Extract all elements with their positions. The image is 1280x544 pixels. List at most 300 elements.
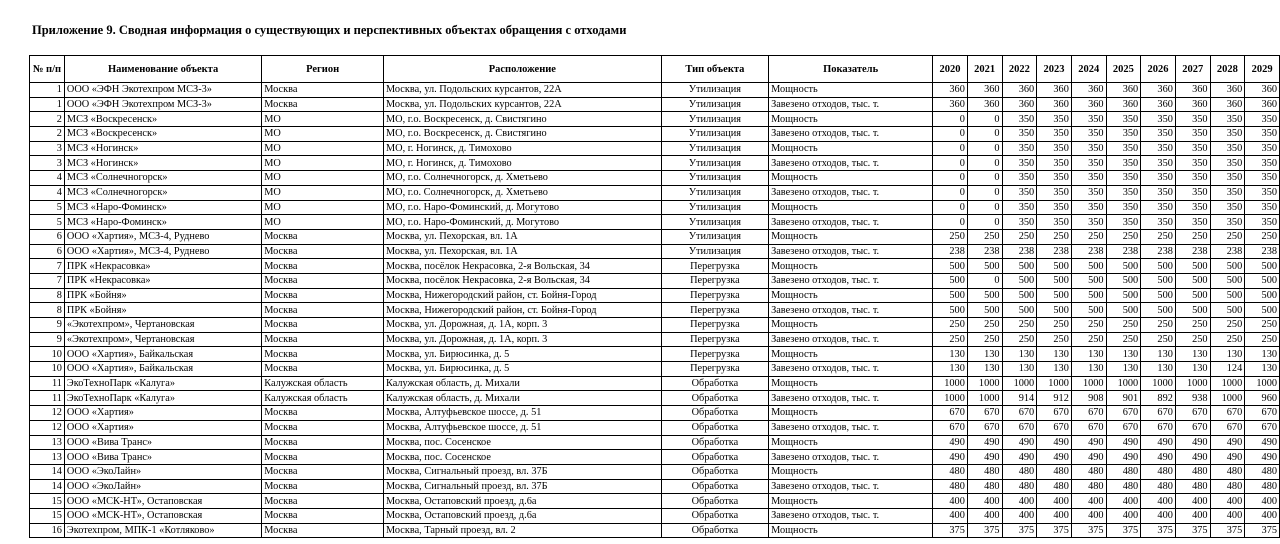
region-cell: Москва xyxy=(262,97,384,112)
table-row xyxy=(30,127,1280,142)
location-cell: Москва, ул. Бирюсинка, д. 5 xyxy=(384,347,662,362)
year-value-cell: 912 xyxy=(1037,391,1072,406)
year-value-cell: 360 xyxy=(1245,97,1280,112)
year-value-cell: 670 xyxy=(1106,406,1141,421)
region-cell: МО xyxy=(262,185,384,200)
year-value-cell: 670 xyxy=(1245,420,1280,435)
region-cell: Калужская область xyxy=(262,391,384,406)
year-value-cell: 375 xyxy=(1141,523,1176,538)
year-value-cell: 130 xyxy=(967,347,1002,362)
year-value-cell: 0 xyxy=(933,171,968,186)
year-value-cell: 360 xyxy=(1210,97,1245,112)
year-value-cell: 1000 xyxy=(1002,376,1037,391)
region-cell: Москва xyxy=(262,508,384,523)
year-value-cell: 350 xyxy=(1037,200,1072,215)
location-cell: Москва, Алтуфьевское шоссе, д. 51 xyxy=(384,406,662,421)
year-value-cell: 360 xyxy=(1141,97,1176,112)
year-value-cell: 0 xyxy=(967,112,1002,127)
row-number-cell: 3 xyxy=(30,141,65,156)
object-type-cell: Обработка xyxy=(661,376,768,391)
year-value-cell: 400 xyxy=(1002,508,1037,523)
region-cell: МО xyxy=(262,171,384,186)
row-number-cell: 6 xyxy=(30,229,65,244)
object-type-cell: Утилизация xyxy=(661,112,768,127)
year-value-cell: 0 xyxy=(967,273,1002,288)
year-value-cell: 350 xyxy=(1141,215,1176,230)
location-cell: МО, г. Ногинск, д. Тимохово xyxy=(384,156,662,171)
year-value-cell: 350 xyxy=(1141,200,1176,215)
region-cell: Москва xyxy=(262,273,384,288)
year-value-cell: 238 xyxy=(1037,244,1072,259)
indicator-cell: Мощность xyxy=(769,494,933,509)
year-value-cell: 360 xyxy=(1071,83,1106,98)
year-value-cell: 400 xyxy=(933,494,968,509)
year-value-cell: 480 xyxy=(1245,464,1280,479)
year-value-cell: 480 xyxy=(1210,479,1245,494)
object-type-cell: Утилизация xyxy=(661,229,768,244)
year-value-cell: 350 xyxy=(1245,127,1280,142)
object-name-cell: МСЗ «Солнечногорск» xyxy=(64,171,261,186)
region-cell: Москва xyxy=(262,464,384,479)
year-value-cell: 250 xyxy=(1106,229,1141,244)
column-header: Регион xyxy=(262,56,384,83)
year-value-cell: 0 xyxy=(933,156,968,171)
year-value-cell: 250 xyxy=(1071,229,1106,244)
location-cell: Москва, ул. Пехорская, вл. 1А xyxy=(384,244,662,259)
object-type-cell: Перегрузка xyxy=(661,362,768,377)
year-value-cell: 350 xyxy=(1037,185,1072,200)
year-value-cell: 490 xyxy=(1037,435,1072,450)
location-cell: Москва, Сигнальный проезд, вл. 37Б xyxy=(384,464,662,479)
object-name-cell: ЭкоТехноПарк «Калуга» xyxy=(64,391,261,406)
year-value-cell: 350 xyxy=(1071,141,1106,156)
year-value-cell: 130 xyxy=(1071,362,1106,377)
year-value-cell: 500 xyxy=(933,303,968,318)
year-value-cell: 350 xyxy=(1141,156,1176,171)
year-value-cell: 238 xyxy=(1002,244,1037,259)
location-cell: Москва, Нижегородский район, ст. Бойня-Город xyxy=(384,303,662,318)
year-value-cell: 350 xyxy=(1210,156,1245,171)
year-value-cell: 500 xyxy=(1071,259,1106,274)
year-value-cell: 350 xyxy=(1037,141,1072,156)
location-cell: МО, г.о. Наро-Фоминский, д. Могутово xyxy=(384,200,662,215)
table-row xyxy=(30,141,1280,156)
year-value-cell: 490 xyxy=(1002,435,1037,450)
indicator-cell: Мощность xyxy=(769,523,933,538)
object-type-cell: Обработка xyxy=(661,464,768,479)
year-value-cell: 250 xyxy=(1106,318,1141,333)
location-cell: Москва, ул. Пехорская, вл. 1А xyxy=(384,229,662,244)
year-value-cell: 350 xyxy=(1002,156,1037,171)
region-cell: МО xyxy=(262,156,384,171)
year-value-cell: 130 xyxy=(1002,347,1037,362)
year-value-cell: 490 xyxy=(1175,450,1210,465)
object-name-cell: МСЗ «Ногинск» xyxy=(64,141,261,156)
table-row xyxy=(30,171,1280,186)
object-type-cell: Перегрузка xyxy=(661,273,768,288)
year-value-cell: 130 xyxy=(1106,362,1141,377)
indicator-cell: Завезено отходов, тыс. т. xyxy=(769,303,933,318)
year-value-cell: 250 xyxy=(1071,318,1106,333)
year-value-cell: 500 xyxy=(1245,273,1280,288)
year-value-cell: 350 xyxy=(1245,156,1280,171)
year-value-cell: 250 xyxy=(1175,229,1210,244)
year-value-cell: 490 xyxy=(967,450,1002,465)
year-value-cell: 350 xyxy=(1071,171,1106,186)
year-value-cell: 490 xyxy=(1141,450,1176,465)
year-value-cell: 480 xyxy=(1071,479,1106,494)
object-type-cell: Перегрузка xyxy=(661,288,768,303)
year-value-cell: 130 xyxy=(1175,362,1210,377)
year-value-cell: 0 xyxy=(933,215,968,230)
year-value-cell: 1000 xyxy=(967,376,1002,391)
year-value-cell: 914 xyxy=(1002,391,1037,406)
year-value-cell: 500 xyxy=(1175,303,1210,318)
year-value-cell: 350 xyxy=(1245,171,1280,186)
year-value-cell: 238 xyxy=(967,244,1002,259)
year-value-cell: 490 xyxy=(1175,435,1210,450)
year-value-cell: 892 xyxy=(1141,391,1176,406)
year-value-cell: 350 xyxy=(1071,156,1106,171)
year-value-cell: 350 xyxy=(1141,141,1176,156)
year-value-cell: 350 xyxy=(1141,185,1176,200)
year-value-cell: 350 xyxy=(1245,200,1280,215)
object-name-cell: ООО «Хартия», Байкальская xyxy=(64,347,261,362)
year-value-cell: 400 xyxy=(1071,508,1106,523)
table-row xyxy=(30,479,1280,494)
year-value-cell: 670 xyxy=(1175,420,1210,435)
year-value-cell: 1000 xyxy=(933,391,968,406)
year-value-cell: 400 xyxy=(1245,508,1280,523)
year-value-cell: 250 xyxy=(1210,318,1245,333)
year-value-cell: 490 xyxy=(1037,450,1072,465)
year-value-cell: 130 xyxy=(1245,362,1280,377)
year-value-cell: 250 xyxy=(1002,229,1037,244)
row-number-cell: 9 xyxy=(30,332,65,347)
year-value-cell: 0 xyxy=(967,127,1002,142)
indicator-cell: Мощность xyxy=(769,200,933,215)
year-value-cell: 490 xyxy=(1071,435,1106,450)
table-body xyxy=(30,83,1280,538)
indicator-cell: Мощность xyxy=(769,464,933,479)
object-name-cell: ООО «Хартия» xyxy=(64,420,261,435)
year-value-cell: 0 xyxy=(933,185,968,200)
year-value-cell: 670 xyxy=(1210,406,1245,421)
year-value-cell: 0 xyxy=(967,215,1002,230)
location-cell: Москва, Сигнальный проезд, вл. 37Б xyxy=(384,479,662,494)
year-value-cell: 250 xyxy=(967,229,1002,244)
year-value-cell: 360 xyxy=(1071,97,1106,112)
indicator-cell: Завезено отходов, тыс. т. xyxy=(769,156,933,171)
row-number-cell: 2 xyxy=(30,127,65,142)
year-value-cell: 360 xyxy=(1106,83,1141,98)
object-name-cell: ООО «ЭкоЛайн» xyxy=(64,464,261,479)
region-cell: Москва xyxy=(262,332,384,347)
location-cell: Москва, посёлок Некрасовка, 2-я Вольская, 34 xyxy=(384,259,662,274)
location-cell: Москва, ул. Подольских курсантов, 22А xyxy=(384,97,662,112)
year-value-cell: 350 xyxy=(1071,112,1106,127)
column-header: 2025 xyxy=(1106,56,1141,83)
year-value-cell: 500 xyxy=(1071,303,1106,318)
region-cell: Москва xyxy=(262,83,384,98)
year-value-cell: 490 xyxy=(1245,450,1280,465)
year-value-cell: 500 xyxy=(933,259,968,274)
year-value-cell: 901 xyxy=(1106,391,1141,406)
column-header: 2023 xyxy=(1037,56,1072,83)
indicator-cell: Завезено отходов, тыс. т. xyxy=(769,127,933,142)
year-value-cell: 500 xyxy=(967,288,1002,303)
region-cell: Москва xyxy=(262,244,384,259)
region-cell: Москва xyxy=(262,303,384,318)
year-value-cell: 250 xyxy=(1245,229,1280,244)
document-title: Приложение 9. Сводная информация о существующих и перспективных объектах обращения с отходами xyxy=(32,23,627,37)
indicator-cell: Завезено отходов, тыс. т. xyxy=(769,420,933,435)
region-cell: Москва xyxy=(262,259,384,274)
table-header xyxy=(30,56,1280,83)
region-cell: МО xyxy=(262,112,384,127)
year-value-cell: 250 xyxy=(1141,229,1176,244)
row-number-cell: 6 xyxy=(30,244,65,259)
year-value-cell: 360 xyxy=(1002,97,1037,112)
table-row xyxy=(30,259,1280,274)
year-value-cell: 480 xyxy=(1141,464,1176,479)
year-value-cell: 500 xyxy=(1002,273,1037,288)
year-value-cell: 350 xyxy=(1071,185,1106,200)
year-value-cell: 350 xyxy=(1037,112,1072,127)
object-type-cell: Утилизация xyxy=(661,185,768,200)
year-value-cell: 670 xyxy=(1037,420,1072,435)
year-value-cell: 1000 xyxy=(1210,376,1245,391)
year-value-cell: 350 xyxy=(1106,112,1141,127)
location-cell: Москва, посёлок Некрасовка, 2-я Вольская, 34 xyxy=(384,273,662,288)
year-value-cell: 250 xyxy=(933,229,968,244)
indicator-cell: Завезено отходов, тыс. т. xyxy=(769,215,933,230)
year-value-cell: 130 xyxy=(1037,347,1072,362)
table-row xyxy=(30,229,1280,244)
region-cell: Москва xyxy=(262,494,384,509)
location-cell: МО, г.о. Наро-Фоминский, д. Могутово xyxy=(384,215,662,230)
row-number-cell: 1 xyxy=(30,83,65,98)
year-value-cell: 490 xyxy=(1141,435,1176,450)
year-value-cell: 500 xyxy=(1002,303,1037,318)
year-value-cell: 350 xyxy=(1037,215,1072,230)
year-value-cell: 500 xyxy=(1037,288,1072,303)
summary-table xyxy=(29,55,1280,538)
object-type-cell: Перегрузка xyxy=(661,303,768,318)
object-name-cell: МСЗ «Ногинск» xyxy=(64,156,261,171)
year-value-cell: 350 xyxy=(1175,171,1210,186)
year-value-cell: 350 xyxy=(1141,127,1176,142)
indicator-cell: Мощность xyxy=(769,376,933,391)
table-row xyxy=(30,303,1280,318)
object-name-cell: ООО «Вива Транс» xyxy=(64,435,261,450)
column-header: 2022 xyxy=(1002,56,1037,83)
year-value-cell: 350 xyxy=(1106,215,1141,230)
location-cell: Москва, пос. Сосенское xyxy=(384,435,662,450)
row-number-cell: 4 xyxy=(30,171,65,186)
year-value-cell: 350 xyxy=(1002,215,1037,230)
region-cell: Москва xyxy=(262,523,384,538)
year-value-cell: 350 xyxy=(1245,112,1280,127)
region-cell: Москва xyxy=(262,318,384,333)
year-value-cell: 375 xyxy=(933,523,968,538)
location-cell: Москва, Остаповский проезд, д.6а xyxy=(384,494,662,509)
year-value-cell: 350 xyxy=(1071,127,1106,142)
indicator-cell: Мощность xyxy=(769,347,933,362)
year-value-cell: 0 xyxy=(967,141,1002,156)
year-value-cell: 500 xyxy=(967,303,1002,318)
year-value-cell: 960 xyxy=(1245,391,1280,406)
column-header: 2026 xyxy=(1141,56,1176,83)
object-name-cell: МСЗ «Воскресенск» xyxy=(64,127,261,142)
object-name-cell: ООО «Хартия» xyxy=(64,406,261,421)
year-value-cell: 250 xyxy=(1106,332,1141,347)
year-value-cell: 500 xyxy=(1071,273,1106,288)
row-number-cell: 12 xyxy=(30,406,65,421)
row-number-cell: 1 xyxy=(30,97,65,112)
indicator-cell: Мощность xyxy=(769,141,933,156)
year-value-cell: 130 xyxy=(1037,362,1072,377)
region-cell: МО xyxy=(262,127,384,142)
row-number-cell: 8 xyxy=(30,303,65,318)
region-cell: МО xyxy=(262,200,384,215)
year-value-cell: 130 xyxy=(1175,347,1210,362)
object-name-cell: ООО «Хартия», МСЗ-4, Руднево xyxy=(64,229,261,244)
year-value-cell: 480 xyxy=(1071,464,1106,479)
year-value-cell: 670 xyxy=(1141,420,1176,435)
year-value-cell: 0 xyxy=(967,156,1002,171)
table-row xyxy=(30,83,1280,98)
year-value-cell: 250 xyxy=(1071,332,1106,347)
year-value-cell: 480 xyxy=(933,479,968,494)
year-value-cell: 350 xyxy=(1175,141,1210,156)
object-type-cell: Утилизация xyxy=(661,244,768,259)
year-value-cell: 500 xyxy=(1245,259,1280,274)
year-value-cell: 490 xyxy=(1002,450,1037,465)
year-value-cell: 500 xyxy=(1002,288,1037,303)
indicator-cell: Завезено отходов, тыс. т. xyxy=(769,332,933,347)
object-type-cell: Обработка xyxy=(661,406,768,421)
object-name-cell: МСЗ «Воскресенск» xyxy=(64,112,261,127)
location-cell: Москва, Нижегородский район, ст. Бойня-Город xyxy=(384,288,662,303)
object-name-cell: ООО «Вива Транс» xyxy=(64,450,261,465)
year-value-cell: 250 xyxy=(1141,332,1176,347)
year-value-cell: 375 xyxy=(1106,523,1141,538)
year-value-cell: 375 xyxy=(967,523,1002,538)
year-value-cell: 500 xyxy=(1210,288,1245,303)
summary-table-wrapper xyxy=(29,55,1280,538)
object-name-cell: «Экотехпром», Чертановская xyxy=(64,318,261,333)
year-value-cell: 238 xyxy=(1210,244,1245,259)
year-value-cell: 400 xyxy=(967,508,1002,523)
year-value-cell: 480 xyxy=(967,479,1002,494)
year-value-cell: 400 xyxy=(1175,508,1210,523)
location-cell: МО, г.о. Солнечногорск, д. Хметьево xyxy=(384,185,662,200)
object-type-cell: Утилизация xyxy=(661,83,768,98)
object-type-cell: Утилизация xyxy=(661,171,768,186)
location-cell: МО, г.о. Солнечногорск, д. Хметьево xyxy=(384,171,662,186)
year-value-cell: 670 xyxy=(933,420,968,435)
year-value-cell: 250 xyxy=(1175,318,1210,333)
year-value-cell: 250 xyxy=(1210,332,1245,347)
column-header: 2020 xyxy=(933,56,968,83)
table-row xyxy=(30,318,1280,333)
object-type-cell: Перегрузка xyxy=(661,347,768,362)
indicator-cell: Мощность xyxy=(769,83,933,98)
table-row xyxy=(30,406,1280,421)
year-value-cell: 238 xyxy=(1245,244,1280,259)
year-value-cell: 480 xyxy=(1245,479,1280,494)
year-value-cell: 250 xyxy=(967,332,1002,347)
year-value-cell: 480 xyxy=(1175,464,1210,479)
year-value-cell: 350 xyxy=(1245,215,1280,230)
table-row xyxy=(30,391,1280,406)
year-value-cell: 500 xyxy=(1245,288,1280,303)
year-value-cell: 360 xyxy=(1002,83,1037,98)
object-name-cell: ООО «ЭкоЛайн» xyxy=(64,479,261,494)
object-name-cell: ПРК «Некрасовка» xyxy=(64,273,261,288)
year-value-cell: 375 xyxy=(1002,523,1037,538)
year-value-cell: 500 xyxy=(1141,259,1176,274)
table-row xyxy=(30,376,1280,391)
year-value-cell: 375 xyxy=(1037,523,1072,538)
year-value-cell: 350 xyxy=(1106,156,1141,171)
year-value-cell: 350 xyxy=(1210,171,1245,186)
year-value-cell: 490 xyxy=(1106,450,1141,465)
table-row xyxy=(30,156,1280,171)
year-value-cell: 490 xyxy=(1245,435,1280,450)
year-value-cell: 130 xyxy=(1141,362,1176,377)
region-cell: Москва xyxy=(262,406,384,421)
year-value-cell: 0 xyxy=(933,141,968,156)
year-value-cell: 500 xyxy=(1175,259,1210,274)
year-value-cell: 238 xyxy=(1141,244,1176,259)
year-value-cell: 670 xyxy=(1002,406,1037,421)
row-number-cell: 8 xyxy=(30,288,65,303)
year-value-cell: 350 xyxy=(1210,185,1245,200)
year-value-cell: 1000 xyxy=(1106,376,1141,391)
object-name-cell: МСЗ «Наро-Фоминск» xyxy=(64,200,261,215)
year-value-cell: 350 xyxy=(1071,200,1106,215)
row-number-cell: 13 xyxy=(30,435,65,450)
row-number-cell: 12 xyxy=(30,420,65,435)
year-value-cell: 500 xyxy=(1037,273,1072,288)
year-value-cell: 400 xyxy=(1002,494,1037,509)
year-value-cell: 1000 xyxy=(1210,391,1245,406)
year-value-cell: 500 xyxy=(1002,259,1037,274)
year-value-cell: 350 xyxy=(1106,127,1141,142)
row-number-cell: 10 xyxy=(30,362,65,377)
year-value-cell: 670 xyxy=(1037,406,1072,421)
year-value-cell: 130 xyxy=(1210,347,1245,362)
object-name-cell: Экотехпром, МПК-1 «Котляково» xyxy=(64,523,261,538)
year-value-cell: 500 xyxy=(1141,288,1176,303)
year-value-cell: 350 xyxy=(1002,127,1037,142)
year-value-cell: 670 xyxy=(1175,406,1210,421)
year-value-cell: 400 xyxy=(933,508,968,523)
indicator-cell: Завезено отходов, тыс. т. xyxy=(769,479,933,494)
table-row xyxy=(30,273,1280,288)
location-cell: Москва, Алтуфьевское шоссе, д. 51 xyxy=(384,420,662,435)
year-value-cell: 490 xyxy=(1210,450,1245,465)
location-cell: МО, г. Ногинск, д. Тимохово xyxy=(384,141,662,156)
year-value-cell: 360 xyxy=(1175,97,1210,112)
year-value-cell: 400 xyxy=(1210,494,1245,509)
table-row xyxy=(30,215,1280,230)
location-cell: МО, г.о. Воскресенск, д. Свистягино xyxy=(384,112,662,127)
year-value-cell: 350 xyxy=(1245,141,1280,156)
object-type-cell: Обработка xyxy=(661,494,768,509)
